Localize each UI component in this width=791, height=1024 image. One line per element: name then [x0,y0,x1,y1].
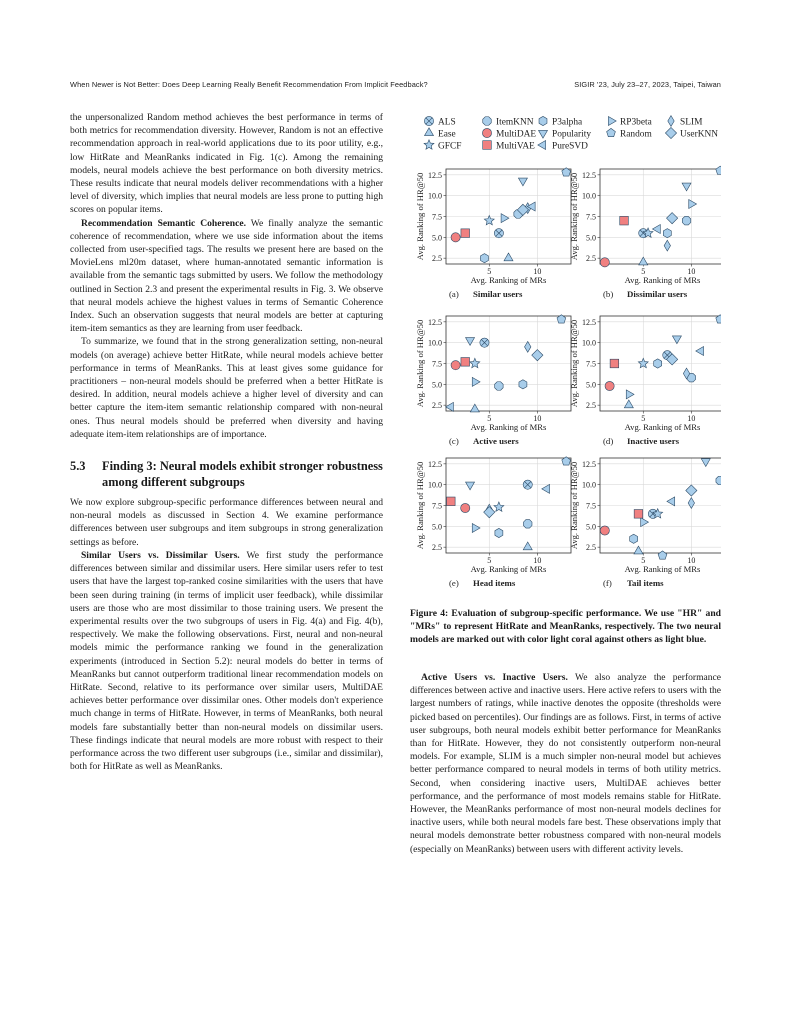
right-column [410,111,721,856]
x-tick-label: 5 [487,267,492,276]
section-number: 5.3 [70,459,86,474]
y-tick-label: 2.5 [586,543,596,553]
subfigure-label: (e) [449,578,459,588]
subfigure-title: Tail items [627,578,664,588]
y-tick-label: 12.5 [582,317,596,327]
y-tick-label: 7.5 [432,501,442,511]
data-point-p3alpha [480,254,488,263]
legend-marker-itemknn [483,117,492,126]
data-point-rp3beta [689,200,697,209]
data-point-als [494,229,503,238]
legend-marker-slim [668,116,674,127]
y-tick-label: 7.5 [586,359,596,369]
data-point-itemknn [716,476,721,485]
y-tick-label: 2.5 [432,401,442,411]
paragraph-text: We also analyze the performance differences between active and inactive users. Here active refers to users with the largest numbers of ratings, while inactive denotes the opposite (thresholds were picked based on percentiles). Our findings are as follows. First, in terms of active user subgroups, both neural models exhibit better performance for MeanRanks than for HitRate. However, they do not consistently outperform non-neural models. For example, SLIM is a much simpler non-neural model but achieves better performance compared to neural models in terms of both utility metrics. Second, when considering inactive users, MultiDAE achieves better performance, and the performance of most models remains stable for HitRate. However, the MeanRanks performance of most non-neural models declines for inactive users, while both neural models fare best. These observations imply that neural models demonstrate better robustness compared with non-neural models (especially on MeanRanks) between users with different activity levels. [410,672,722,855]
data-point-puresvd [542,484,550,493]
data-point-userknn [484,507,495,518]
x-tick-label: 10 [533,414,542,423]
legend-marker-als [424,116,433,125]
data-point-rp3beta [472,377,480,386]
legend-marker-ease [425,128,434,136]
x-axis-label: Avg. Ranking of MRs [470,422,547,432]
subfigure-title: Dissimilar users [627,289,688,299]
x-axis-label: Avg. Ranking of MRs [624,564,701,574]
data-point-multidae [600,526,609,535]
x-tick-label: 10 [687,267,696,276]
y-axis-label: Avg. Ranking of HR@50 [569,172,579,261]
data-point-multidae [600,258,609,267]
legend-marker-gfcf [424,140,434,149]
data-point-multidae [605,381,614,390]
x-tick-label: 5 [641,414,646,423]
data-point-slim [688,498,694,509]
paragraph-diversity-summary: the unpersonalized Random method achieves the best performance in terms of both metrics for recommendation diversity. However, Random is not an effective recommendation approach in real-world applications due to its poor utility, e.g., low HitRate and MeanRanks indicated in Fig. 1(c). Among the remaining models, neural models achieve the best performance on both diversity metrics. These results indicate that neural models deliver recommendations with a higher level of diversity, which implies that neural models are less prone to putting high scores on popular items. [70,112,383,216]
legend-marker-p3alpha [539,116,547,125]
figure-4-chart [410,111,721,603]
x-tick-label: 10 [533,556,542,565]
subfigure-title: Active users [473,436,519,446]
y-tick-label: 5.0 [432,233,442,243]
y-axis-label: Avg. Ranking of HR@50 [569,319,579,408]
data-point-rp3beta [472,524,480,533]
data-point-als [480,338,489,347]
data-point-puresvd [652,225,660,234]
legend-marker-userknn [665,127,676,138]
y-tick-label: 2.5 [586,254,596,264]
data-point-rp3beta [626,390,634,399]
x-axis-label: Avg. Ranking of MRs [624,275,701,285]
data-point-userknn [532,350,543,361]
data-point-itemknn [495,382,504,391]
data-point-p3alpha [495,528,503,537]
y-axis-label: Avg. Ranking of HR@50 [415,319,425,408]
data-point-popularity [518,178,527,186]
x-tick-label: 5 [641,556,646,565]
data-point-ease [624,400,633,408]
data-point-userknn [667,213,678,224]
paragraph-similar-users [70,549,383,773]
legend-label-puresvd: PureSVD [552,141,588,152]
data-point-p3alpha [630,534,638,543]
y-tick-label: 2.5 [432,543,442,553]
legend-label-multivae: MultiVAE [496,141,535,152]
running-header-title: When Newer is Not Better: Does Deep Learning Really Benefit Recommendation From Implicit Feedback? [70,80,428,89]
y-tick-label: 12.5 [582,459,596,469]
y-tick-label: 12.5 [428,459,442,469]
x-tick-label: 10 [687,414,696,423]
y-tick-label: 5.0 [586,522,596,532]
paragraph-text: We finally analyze the semantic coherence of recommendation, where we use side information about the items collected from user-specified tags. The results we present here are based on the MovieLens ml20m dataset, where human-annotated semantic information is available from the semantic tags submitted by users. We follow the methodology outlined in Section 2.3 and present the experimental results in Fig. 3. We observe that neural models achieve the highest values in terms of Semantic Coherence Index. Such an observation suggests that neural models are better at capturing item-item semantics as they are learning from user feedback. [70,217,383,335]
data-point-ease [523,542,532,550]
y-tick-label: 10.0 [582,191,596,201]
data-point-popularity [466,482,475,490]
subfigure-title: Similar users [473,289,523,299]
panel-f [569,458,721,588]
data-point-rp3beta [501,214,509,223]
x-tick-label: 10 [687,556,696,565]
data-point-itemknn [523,520,532,529]
paragraph-summary: To summarize, we found that in the strong generalization setting, non-neural models (on average) achieve better HitRate, while neural models achieve better performance in terms of MeanRanks. This at least gives some guidance for practitioners – non-neural models should be preferred when a better HitRate is desired. In addition, neural models achieve a higher level of diversity and can better capture the item-item semantic relationship compared with non-neural ones. Thus neural models should be preferred when diversity and having adequate item-item relationships are of importance. [70,336,383,440]
panel-c [415,315,571,446]
legend-label-gfcf: GFCF [438,141,462,152]
figure-4 [410,111,721,603]
legend-marker-random [607,128,616,136]
subfigure-label: (b) [603,289,614,299]
legend-label-slim: SLIM [680,117,703,128]
legend-label-itemknn: ItemKNN [496,117,534,128]
legend-marker-popularity [539,130,548,138]
data-point-random [658,551,667,559]
y-tick-label: 10.0 [582,338,596,348]
subfigure-label: (a) [449,289,459,299]
data-point-multidae [451,361,460,370]
data-point-gfcf [494,502,504,511]
y-tick-label: 10.0 [582,480,596,490]
y-tick-label: 5.0 [432,380,442,390]
y-tick-label: 12.5 [582,170,596,180]
run-in-heading: Active Users vs. Inactive Users. [421,672,568,683]
legend-marker-puresvd [538,141,546,150]
legend-label-rp3beta: RP3beta [620,117,652,128]
subfigure-label: (f) [603,578,612,588]
data-point-p3alpha [654,359,662,368]
panel-a [415,168,571,299]
data-point-itemknn [682,216,691,225]
data-point-p3alpha [663,229,671,238]
y-tick-label: 7.5 [586,501,596,511]
paragraph-semantic-coherence [70,217,383,336]
legend-label-p3alpha: P3alpha [552,117,583,128]
data-point-userknn [686,485,697,496]
data-point-p3alpha [519,380,527,389]
y-tick-label: 5.0 [586,380,596,390]
subfigure-title: Head items [473,578,516,588]
data-point-multivae [461,229,470,238]
y-tick-label: 5.0 [586,233,596,243]
data-point-ease [504,253,513,261]
subfigure-label: (c) [449,436,459,446]
y-tick-label: 12.5 [428,170,442,180]
data-point-popularity [701,459,710,467]
data-point-slim [664,240,670,251]
paragraph-text: We first study the performance differences between similar and dissimilar users. Here similar users refer to test users that have the largest top-ranked cosine similarities with the users that have been seen during training (in terms of implicit user feedback), while dissimilar users are those who are most dissimilar to those training users. We present the experimental results over the two subgroups of users in Fig. 4(a) and Fig. 4(b), respectively. We make the following observations. First, neural and non-neural models mimic the performance ranking we found in the generalization experiments (introduced in Section 5.2): neural models do better in terms of MeanRanks but cannot outperform traditional linear recommendation models on HitRate. Second, relative to its performance over similar users, MultiDAE achieves better performance over dissimilar ones. Other models don't experience much change in terms of HitRate. However, in terms of MeanRanks, both neural models fare substantially better than non-neural models on dissimilar users. These findings indicate that neural models are more robust with respect to their performance across the two different user subgroups (i.e., similar and dissimilar), both for HitRate as well as MeanRanks. [70,549,383,773]
running-header-venue: SIGIR '23, July 23–27, 2023, Taipei, Taiwan [574,80,721,89]
y-tick-label: 2.5 [432,254,442,264]
y-tick-label: 5.0 [432,522,442,532]
x-axis-label: Avg. Ranking of MRs [470,275,547,285]
legend-label-ease: Ease [438,129,456,140]
x-tick-label: 5 [487,414,492,423]
x-axis-label: Avg. Ranking of MRs [624,422,701,432]
legend-label-userknn: UserKNN [680,129,719,140]
section-title: Finding 3: Neural models exhibit stronger robustness among different subgroups [102,459,383,489]
data-point-popularity [682,183,691,191]
y-axis-label: Avg. Ranking of HR@50 [569,461,579,550]
legend-marker-rp3beta [608,117,616,126]
run-in-heading: Similar Users vs. Dissimilar Users. [81,549,240,561]
data-point-multidae [461,503,470,512]
data-point-random [716,166,721,174]
x-tick-label: 5 [641,267,646,276]
y-tick-label: 10.0 [428,191,442,201]
data-point-puresvd [446,402,454,411]
data-point-multidae [451,233,460,242]
data-point-gfcf [470,358,480,367]
left-column [70,111,383,773]
legend-marker-multidae [482,128,491,137]
y-tick-label: 7.5 [586,212,596,222]
run-in-heading: Recommendation Semantic Coherence. [81,217,246,229]
legend-label-random: Random [620,129,652,140]
x-tick-label: 5 [487,556,492,565]
data-point-multivae [610,359,619,368]
data-point-rp3beta [641,518,649,527]
paragraph-subgroups-intro: We now explore subgroup-specific performance differences between neural and non-neural models as discussed in Section 4. We examine performance differences between user subgroups and item subgroups in strong generalization settings as before. [70,497,383,548]
y-axis-label: Avg. Ranking of HR@50 [415,172,425,261]
data-point-multivae [634,510,643,519]
figure-caption: Figure 4: Evaluation of subgroup-specific performance. We use "HR" and "MRs" to represent HitRate and MeanRanks, respectively. The two neural models are marked out with color light coral against others as light blue. [410,608,721,645]
panel-b [569,166,721,299]
panel-d [569,315,721,446]
data-point-popularity [466,338,475,346]
legend-label-multidae: MultiDAE [496,129,537,140]
y-tick-label: 10.0 [428,480,442,490]
data-point-multivae [620,216,629,225]
data-point-multivae [461,358,470,367]
y-tick-label: 7.5 [432,359,442,369]
y-axis-label: Avg. Ranking of HR@50 [415,461,425,550]
legend-marker-multivae [483,141,492,150]
y-tick-label: 10.0 [428,338,442,348]
y-tick-label: 12.5 [428,317,442,327]
data-point-als [523,480,532,489]
section-heading [70,459,383,490]
legend-label-popularity: Popularity [552,129,592,140]
panel-e [415,457,571,588]
x-axis-label: Avg. Ranking of MRs [470,564,547,574]
x-tick-label: 10 [533,267,542,276]
y-tick-label: 7.5 [432,212,442,222]
legend-label-als: ALS [438,117,456,128]
data-point-slim [525,341,531,352]
data-point-puresvd [667,497,675,506]
data-point-puresvd [696,347,704,356]
paragraph-active-users [410,671,721,856]
subfigure-title: Inactive users [627,436,680,446]
y-tick-label: 2.5 [586,401,596,411]
subfigure-label: (d) [603,436,614,446]
data-point-multivae [447,497,456,506]
